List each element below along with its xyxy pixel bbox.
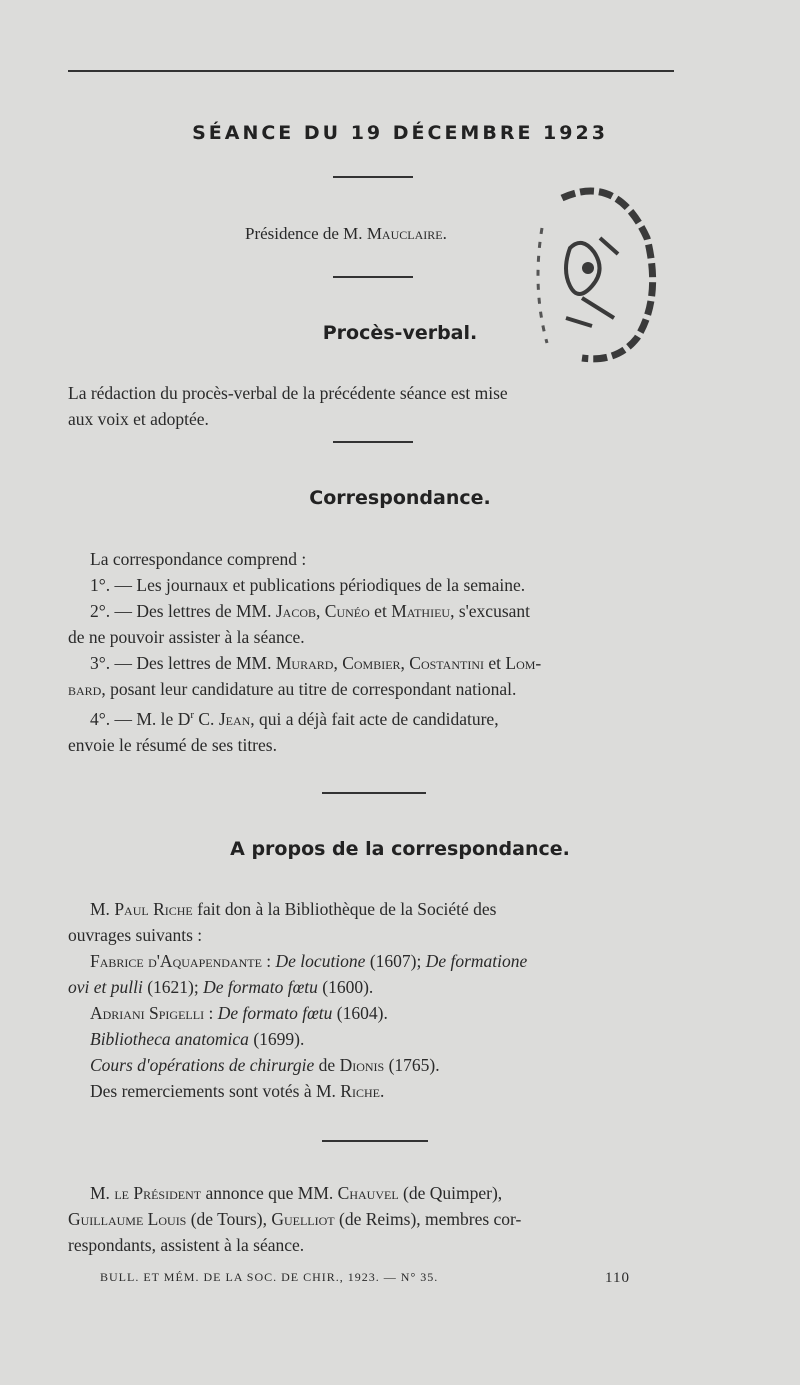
president-name: Mauclaire. [366, 224, 447, 243]
divider [322, 1140, 428, 1142]
divider [333, 176, 413, 178]
session-title: SÉANCE DU 19 DÉCEMBRE 1923 [192, 122, 608, 144]
divider [333, 441, 413, 443]
section-heading-a-propos: A propos de la correspondance. [230, 838, 570, 860]
page-number: 110 [605, 1270, 630, 1286]
correspondance-text: La correspondance comprend : 1°. — Les journaux et publications périodiques de la semaine. 2°. — Des lettres de MM. Jacob, Cunéo et Mathieu, s'excusant de ne pouvoir assister à la séance. 3°. — Des lettres de MM. Murard, Combier, Costantini et Lom- bard, posant leur candidature au titre de correspondant national. 4°. — M. le $D^r$ C. Jean, qui a déjà fait acte de candidature, envoie le résumé de ses titres. [68, 549, 542, 755]
top-rule [68, 70, 674, 72]
footer-citation: BULL. ET MÉM. DE LA SOC. DE CHIR., 1923. — N° 35. [100, 1270, 439, 1284]
section-heading-proces-verbal: Procès-verbal. [322, 322, 478, 344]
page-footer [100, 1270, 630, 1287]
divider [322, 792, 426, 794]
presidence-line: Présidence de M. Mauclaire. [245, 224, 447, 243]
divider [333, 276, 413, 278]
a-propos-text: M. Paul Riche fait don à la Bibliothèque de la Société des ouvrages suivants : Fabrice d'Aquapendante : De locutione (1607); De formatione ovi et pulli (1621); De formato fœtu (1600). Adriani Spigelli : De formato fœtu (1604). Bibliotheca anatomica (1699). Cours d'opérations de chirurgie de Dionis (1765). Des remerciements sont votés à M. Riche. [68, 899, 528, 1101]
announcement-text: M. le Président annonce que MM. Chauvel (de Quimper), Guillaume Louis (de Tours), Guelliot (de Reims), membres cor- respondants, assistent à la séance. [68, 1183, 522, 1255]
proces-verbal-text: La rédaction du procès-verbal de la précédente séance est mise aux voix et adoptée. [68, 383, 508, 429]
section-heading-correspondance: Correspondance. [309, 487, 491, 509]
